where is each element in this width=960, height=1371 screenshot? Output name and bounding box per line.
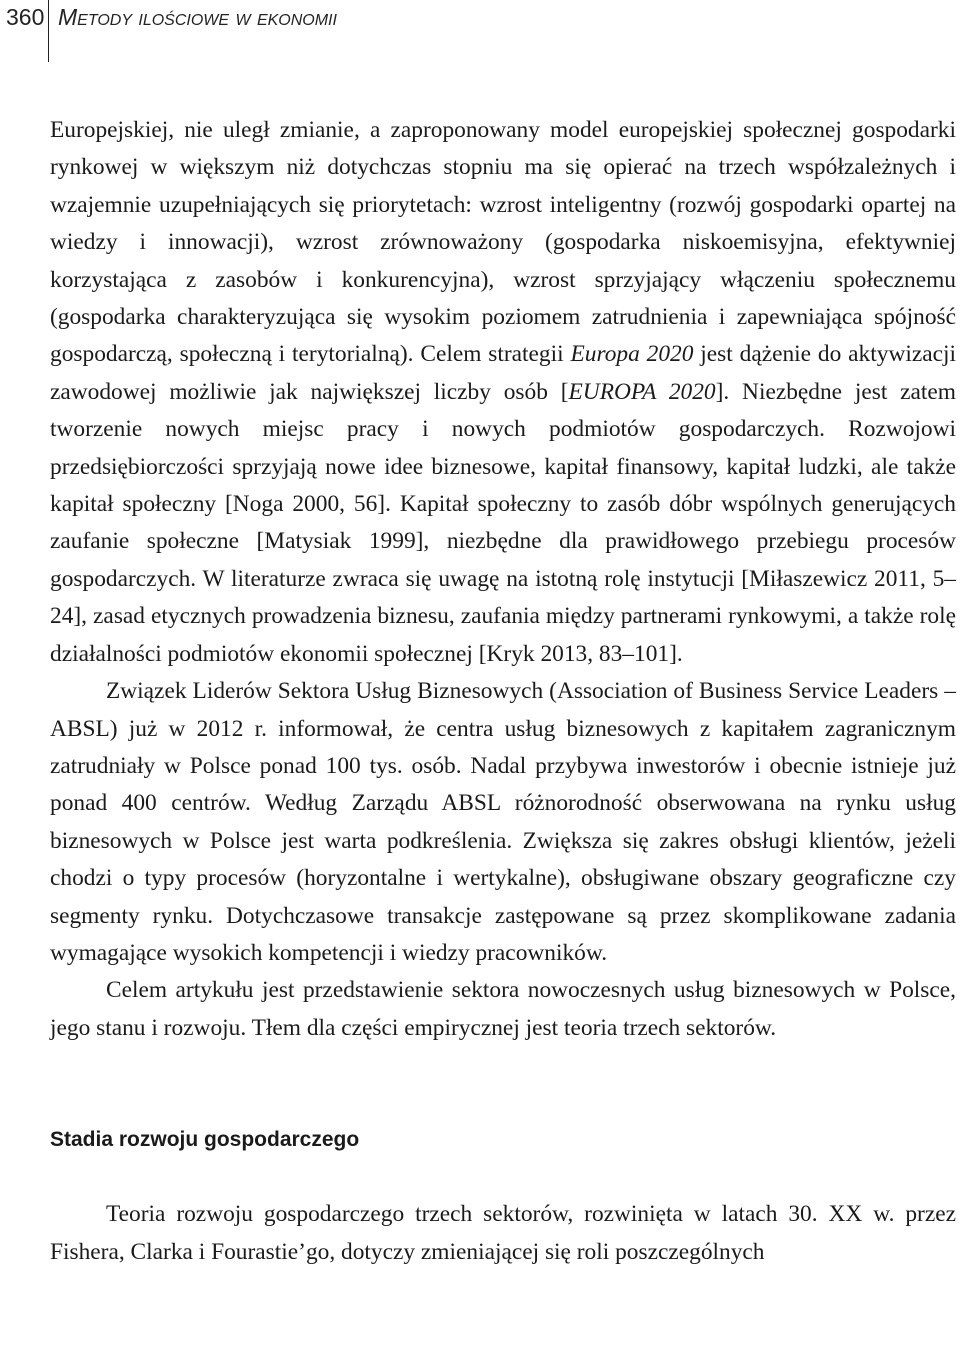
running-title: Metody ilościowe w ekonomii xyxy=(58,4,337,30)
paragraph-aim: Celem artykułu jest przedstawienie sektora nowoczesnych usług biznesowych w Polsce, jego stanu i rozwoju. Tłem dla części empirycznej jest teoria trzech sektorów. xyxy=(50,977,956,1041)
paragraph-absl: Związek Liderów Sektora Usług Biznesowych (Association of Business Service Leaders – ABSL) już w 2012 r. informował, że centra usług biznesowych z kapitałem zagranicznym zatrudniały w Polsce ponad 100 tys. osób. Nadal przybywa inwestorów i obecnie istnieje już ponad 400 centrów. Według Zarządu ABSL różnorodność obserwowana na rynku usług biznesowych w Polsce jest warta podkreślenia. Zwiększa się zakres obsługi klientów, jeżeli chodzi o typy procesów (horyzontalne i wertykalne), obsługiwane obszary geograficzne czy segmenty rynku. Dotychczasowe transakcje zastępowane są przez skomplikowane zadania wymagające wysokich kompetencji i wiedzy pracowników. xyxy=(50,678,956,966)
text-segment: Europejskiej, nie uległ zmianie, a zaproponowany model europejskiej społecznej gospodarki rynkowej w większym niż dotychczas stopniu ma się opierać na trzech współzależnych i wzajemnie uzupełniających się priorytetach: wzrost inteligentny (rozwój gospodarki opartej na wiedzy i innowacji), wzrost zrównoważony (gospodarka niskoemisyjna, efektywniej korzystająca z zasobów i konkurencyjna), wzrost sprzyjający włączeniu społecznemu (gospodarka charakteryzująca się wysokim poziomem zatrudnienia i zapewniająca spójność gospodarczą, społeczną i terytorialną). Celem strategii xyxy=(50,117,956,368)
paragraph-continuation xyxy=(50,112,956,673)
text-segment: jest dążenie do aktywizacji zawodowej możliwie jak największej liczby osób [ xyxy=(50,341,956,405)
article-body xyxy=(50,112,956,1271)
section-spacer xyxy=(50,1047,956,1103)
section-heading: Stadia rozwoju gospodarczego xyxy=(50,1128,360,1152)
paragraph-theory: Teoria rozwoju gospodarczego trzech sektorów, rozwinięta w latach 30. XX w. przez Fishera, Clarka i Fourastie’go, dotyczy zmieniającej się roli poszczególnych xyxy=(50,1201,956,1265)
page-header xyxy=(0,0,960,64)
header-divider xyxy=(48,0,49,62)
text-segment: ]. Niezbędne jest zatem tworzenie nowych miejsc pracy i nowych podmiotów gospodarczych. Rozwojowi przedsiębiorczości sprzyjają nowe idee biznesowe, kapitał finansowy, kapitał ludzki, ale także kapitał społeczny [Noga 2000, 56]. Kapitał społeczny to zasób dóbr wspólnych generujących zaufanie społeczne [Matysiak 1999], niezbędne dla prawidłowego przebiegu procesów gospodarczych. W literaturze zwraca się uwagę na istotną rolę instytucji [Miłaszewicz 2011, 5–24], zasad etycznych prowadzenia biznesu, zaufania między partnerami rynkowymi, a także rolę działalności podmiotów ekonomii społecznej [Kryk 2013, 83–101]. xyxy=(50,378,956,667)
italic-title: Europa 2020 xyxy=(570,341,694,368)
page-number: 360 xyxy=(6,4,45,30)
italic-citation: EUROPA 2020 xyxy=(568,378,716,405)
